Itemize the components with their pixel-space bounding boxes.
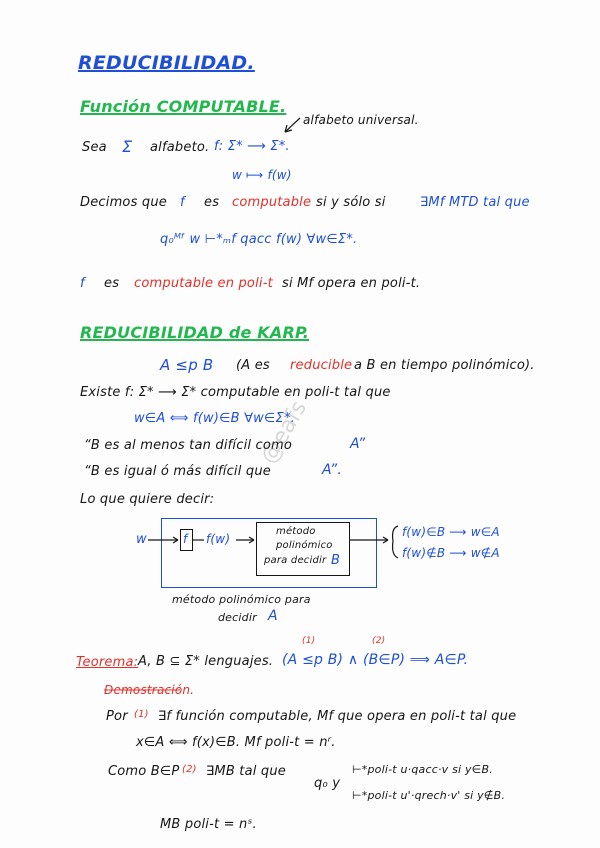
diagram-fw: f(w): [206, 532, 231, 546]
theorem-label: Teorema:: [76, 655, 139, 670]
proof-mark-2: (2): [182, 764, 197, 775]
text-es: es: [204, 195, 220, 210]
function-signature: f: Σ* ⟶ Σ*.: [214, 139, 290, 154]
section-heading-karp: REDUCIBILIDAD de KARP.: [80, 323, 310, 342]
diagram-caption-line2: decidir: [218, 611, 257, 624]
text-existe: Existe f: Σ* ⟶ Σ* computable en poli-t tal que: [80, 385, 391, 400]
text-reducible: reducible: [290, 358, 353, 373]
proof-mark-1: (1): [134, 709, 149, 720]
theorem-statement-languages: A, B ⊆ Σ* lenguajes.: [138, 654, 274, 669]
text-si-solo-si: si y sólo si: [316, 195, 386, 210]
proof-por: Por: [106, 709, 128, 724]
quote-at-least-A: A”: [350, 436, 366, 452]
sigma-symbol: Σ: [122, 137, 133, 156]
diagram-f-label: f: [183, 532, 188, 546]
proof-accept-case: ⊢*poli-t u·qacc·v si y∈B.: [352, 763, 493, 776]
text-decimos-que: Decimos que: [80, 195, 167, 210]
diagram-method-line2: polinómico: [276, 540, 333, 551]
proof-exists-mb: ∃MB tal que: [206, 764, 286, 779]
diagram-method-line1: método: [276, 526, 316, 537]
text-sea: Sea: [82, 140, 107, 155]
output-brace: [393, 526, 398, 558]
text-computable-poli-t: computable en poli-t: [134, 276, 273, 291]
theorem-mark-1: (1): [302, 636, 316, 646]
text-mf-opera: si Mf opera en poli-t.: [282, 276, 421, 291]
theorem-mark-2: (2): [372, 636, 386, 646]
annotation-arrow: [285, 118, 300, 132]
proof-line-2: x∈A ⟺ f(x)∈B. Mf poli-t = nʳ.: [136, 735, 336, 750]
text-computable: computable: [232, 195, 312, 210]
proof-label: Demostración.: [104, 683, 195, 697]
diagram-method-B: B: [331, 553, 341, 568]
text-a-es: (A es: [236, 358, 270, 373]
diagram-output-accept: f(w)∈B ⟶ w∈A: [402, 525, 500, 539]
proof-como: Como B∈P: [108, 764, 180, 779]
configuration-statement: q₀ᴹᶠ w ⊢*ₘf qacc f(w) ∀w∈Σ*.: [160, 232, 358, 247]
function-rule: w ⟼ f(w): [232, 168, 292, 182]
text-lo-que-quiere-decir: Lo que quiere decir:: [80, 492, 215, 507]
watermark: @eafs: [256, 396, 313, 469]
diagram-input-w: w: [136, 532, 147, 547]
symbol-f-2: f: [80, 276, 85, 291]
proof-line-1: ∃f función computable, Mf que opera en poli-t tal que: [158, 709, 517, 724]
quote-equal-or-harder: “B es igual ó más difícil que: [84, 464, 271, 479]
symbol-f: f: [180, 195, 185, 210]
theorem-statement-implication: (A ≤p B) ∧ (B∈P) ⟹ A∈P.: [282, 652, 469, 668]
diagram-caption-A: A: [268, 608, 278, 624]
equivalence-statement: w∈A ⟺ f(w)∈B ∀w∈Σ*.: [134, 411, 295, 426]
diagram-caption-line1: método polinómico para: [172, 593, 311, 606]
diagram-method-line3: para decidir: [264, 555, 327, 566]
reduction-notation: A ≤p B: [160, 356, 214, 374]
section-heading-computable: Función COMPUTABLE.: [80, 97, 287, 116]
annotation-universal-alphabet: alfabeto universal.: [303, 113, 419, 127]
proof-q0-y: q₀ y: [314, 776, 341, 791]
quote-at-least: “B es al menos tan difícil como: [84, 438, 293, 453]
text-polynomial-time: a B en tiempo polinómico).: [354, 358, 535, 373]
page-title: REDUCIBILIDAD.: [78, 52, 255, 74]
proof-reject-case: ⊢*poli-t u'·qrech·v' si y∉B.: [352, 789, 506, 802]
text-exists-mtd: ∃Mf MTD tal que: [420, 195, 530, 210]
text-alfabeto: alfabeto.: [150, 140, 210, 155]
text-es-2: es: [104, 276, 120, 291]
diagram-output-reject: f(w)∉B ⟶ w∉A: [402, 546, 500, 560]
quote-equal-or-harder-A: A”.: [322, 462, 343, 478]
proof-line-4: MB poli-t = nˢ.: [160, 817, 257, 832]
